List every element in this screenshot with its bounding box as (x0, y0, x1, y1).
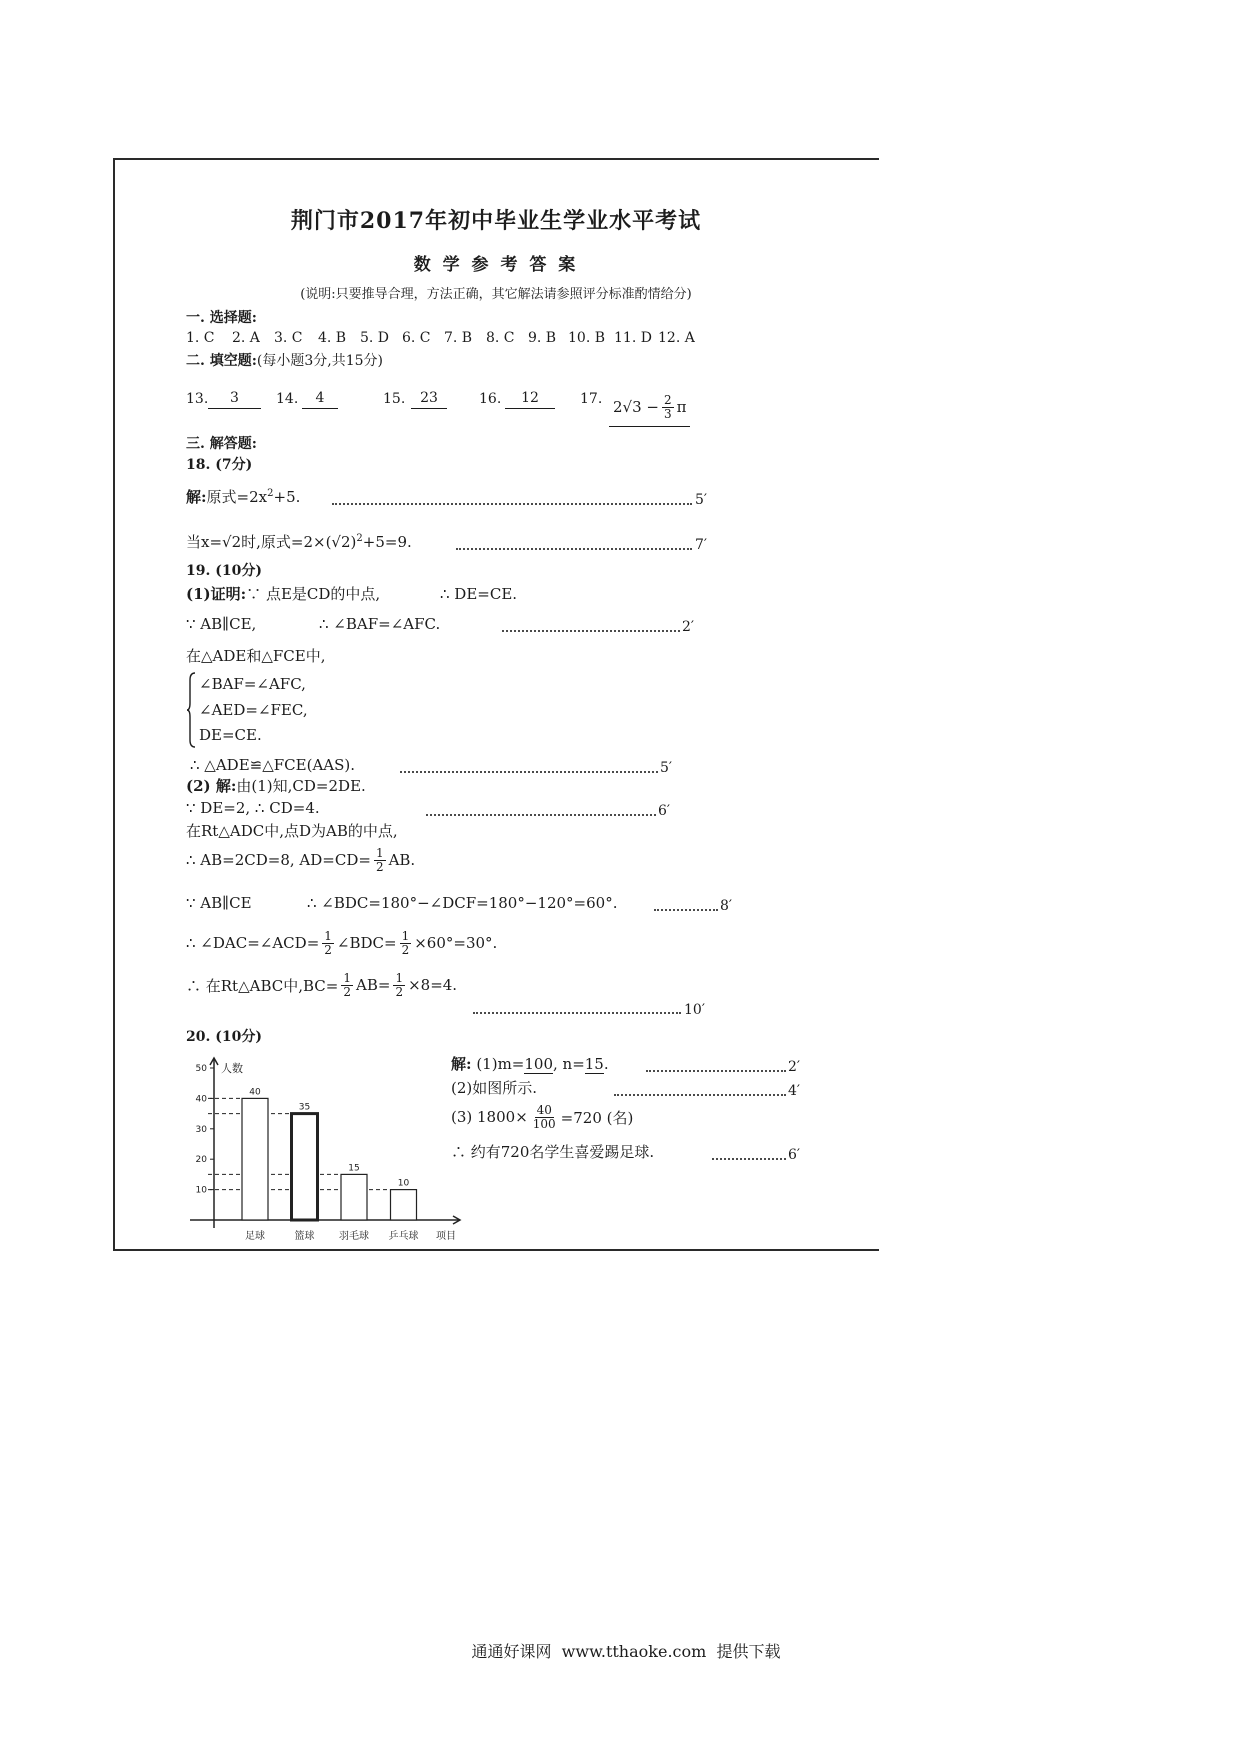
q18-step-2-tail: +5=9. (362, 533, 412, 551)
fraction-numerator: 2 (663, 392, 672, 407)
choice-answer: 5. D (360, 330, 390, 346)
fill-answer-blank: 23 (411, 388, 447, 409)
answer-n: 15 (584, 1055, 604, 1073)
q19-line-11 (186, 968, 457, 1002)
bar-chart (186, 1050, 476, 1250)
score-mark: 4′ (788, 1083, 801, 1099)
q19-line-11-mid: AB= (356, 976, 391, 994)
page-subtitle: 数 学 参 考 答 案 (413, 255, 579, 275)
proof-label: (1)证明: (186, 585, 247, 603)
fraction-denominator: 100 (532, 1116, 556, 1131)
score-mark: 5′ (695, 492, 708, 508)
q19-line-10 (186, 926, 497, 960)
score-leader-dots (400, 771, 658, 773)
fraction-denominator: 2 (375, 859, 384, 874)
y-tick-label: 50 (195, 1064, 207, 1074)
bar-value-label: 10 (397, 1178, 410, 1189)
section-heading-fill-note: (每小题3分,共15分) (256, 353, 384, 369)
congruence-condition: ∠BAF=∠AFC, (199, 675, 306, 693)
score-mark: 10′ (684, 1002, 705, 1018)
score-leader-dots (614, 1094, 786, 1096)
exponent: 2 (267, 488, 274, 499)
fraction-denominator: 2 (401, 942, 410, 957)
fill-item-number: 13. (186, 391, 209, 407)
bar-2 (292, 1114, 318, 1220)
fraction-numerator: 40 (536, 1102, 552, 1117)
page-title: 荆门市2017年初中毕业生学业水平考试 (290, 208, 702, 234)
score-leader-dots (712, 1158, 786, 1160)
q20-line-2: (2)如图所示. (451, 1079, 538, 1097)
solution-label: 解: (186, 488, 207, 506)
choice-answer: 11. D (614, 330, 652, 346)
congruence-condition: ∠AED=∠FEC, (199, 701, 308, 719)
fill-item-number: 17. (580, 391, 603, 407)
q19-line-8 (186, 843, 415, 877)
fraction-denominator: 2 (343, 984, 351, 999)
q19-line-10-lead: ∴ ∠DAC=∠ACD= (186, 934, 320, 952)
q20-line-1-text: , n= (553, 1055, 585, 1073)
fill-answer-blank: 4 (302, 388, 338, 409)
fraction (374, 847, 386, 874)
q20-line-3-tail: =720 (名) (560, 1108, 634, 1127)
score-leader-dots (646, 1070, 786, 1072)
score-leader-dots (473, 1012, 681, 1014)
choice-answer: 4. B (318, 330, 347, 346)
q20-line-1-text: (1)m= (471, 1055, 525, 1073)
fraction (531, 1104, 558, 1131)
q19-line-1-text: ∵ 点E是CD的中点, (246, 585, 381, 603)
q18-step-1-tail: +5. (273, 488, 301, 506)
q19-line-5 (186, 776, 366, 796)
choice-answer: 7. B (444, 330, 473, 346)
fill-answer-blank: 12 (505, 388, 555, 409)
score-leader-dots (502, 630, 680, 632)
score-leader-dots (456, 548, 692, 550)
choice-answer: 1. C (186, 330, 215, 346)
section-heading-solve: 三. 解答题: (186, 436, 257, 452)
q20-line-3-lead: (3) 1800× (451, 1108, 528, 1126)
q19-line-3: 在△ADE和△FCE中, (186, 647, 326, 665)
congruence-condition: DE=CE. (199, 726, 262, 744)
grading-note: (说明:只要推导合理，方法正确，其它解法请参照评分标准酌情给分) (300, 287, 692, 302)
section-heading-choice: 一. 选择题: (186, 310, 257, 326)
fill-answer-blank: 3 (208, 388, 261, 409)
fraction-numerator: 1 (395, 970, 404, 985)
q20-line-1-text: . (603, 1055, 609, 1073)
q19-line-10-mid: ∠BDC= (336, 934, 397, 952)
q20-line-1 (451, 1054, 609, 1074)
q19-line-1-conclusion: ∴ DE=CE. (440, 585, 518, 603)
q19-line-7: 在Rt△ADC中,点D为AB的中点, (186, 822, 398, 840)
fraction-denominator: 2 (324, 942, 332, 957)
choice-answer: 8. C (486, 330, 515, 346)
category-label: 羽毛球 (339, 1231, 369, 1242)
score-mark: 2′ (682, 619, 695, 635)
fill-item-number: 14. (276, 391, 299, 407)
score-mark: 8′ (720, 898, 733, 914)
q19-line-11-lead: ∴ 在Rt△ABC中,BC= (186, 976, 339, 995)
fraction-denominator: 2 (395, 984, 404, 999)
x-axis-label: 项目 (436, 1231, 456, 1242)
category-label: 足球 (245, 1231, 265, 1242)
fraction-numerator: 1 (375, 845, 384, 860)
score-leader-dots (654, 909, 718, 911)
q19-line-6: ∵ DE=2, ∴ CD=4. (186, 799, 320, 817)
q18-step-2 (186, 532, 412, 552)
fraction (662, 394, 674, 421)
score-leader-dots (426, 814, 656, 816)
q19-line-5-text: 由(1)知,CD=2DE. (236, 777, 366, 795)
fraction-denominator: 3 (663, 406, 672, 421)
fraction-numerator: 1 (324, 928, 332, 943)
y-axis-label: 人数 (221, 1062, 243, 1075)
fraction-numerator: 1 (343, 970, 351, 985)
solution-label: 解: (451, 1055, 472, 1073)
choice-answer: 12. A (658, 330, 695, 346)
q18-heading: 18. (7分) (186, 457, 253, 473)
q18-step-1-text: 原式=2x (206, 488, 268, 506)
fill-item-number: 16. (479, 391, 502, 407)
y-tick-label: 20 (195, 1155, 207, 1166)
solution-label: (2) 解: (186, 777, 237, 795)
download-source-footer: 通通好课网 www.tthaoke.com 提供下载 (471, 1642, 781, 1661)
fraction (341, 972, 353, 999)
q19-line-2: ∵ AB∥CE, (186, 615, 257, 633)
q19-line-10-tail: ×60°=30°. (414, 934, 498, 952)
q19-line-8-lead: ∴ AB=2CD=8, AD=CD= (186, 851, 371, 869)
exponent: 2 (356, 533, 363, 544)
section-heading-fill-title: 二. 填空题: (186, 353, 257, 369)
score-leader-dots (332, 503, 692, 505)
fill-item-number: 15. (383, 391, 406, 407)
fill-answer-17-expression (609, 388, 690, 427)
category-label: 篮球 (294, 1231, 315, 1242)
score-mark: 7′ (695, 537, 708, 553)
left-brace-icon (186, 672, 196, 748)
y-tick-label: 30 (195, 1124, 207, 1135)
bar-1 (242, 1098, 268, 1220)
choice-answer: 2. A (232, 330, 260, 346)
q20-line-3 (451, 1100, 633, 1134)
q20-line-4: ∴ 约有720名学生喜爱踢足球. (451, 1143, 655, 1161)
bar-3 (341, 1174, 367, 1220)
score-mark: 6′ (658, 803, 671, 819)
bar-value-label: 35 (298, 1102, 311, 1113)
choice-answer: 10. B (568, 330, 606, 346)
q19-line-11-tail: ×8=4. (408, 976, 458, 994)
choice-answer: 9. B (528, 330, 557, 346)
answer-m: 100 (524, 1055, 553, 1073)
bar-value-label: 40 (249, 1087, 261, 1098)
q18-step-1 (186, 487, 300, 507)
q19-line-4: ∴ △ADE≌△FCE(AAS). (190, 756, 356, 774)
fraction (322, 930, 334, 957)
expression-tail: π (676, 398, 687, 416)
score-mark: 5′ (660, 760, 673, 776)
choice-answer: 6. C (402, 330, 431, 346)
bar-4 (391, 1190, 417, 1220)
q19-line-1 (186, 584, 380, 604)
choice-answer: 3. C (274, 330, 303, 346)
q18-step-2-text: 当x=√2时,原式=2×(√2) (186, 533, 357, 551)
q20-heading: 20. (10分) (186, 1029, 262, 1045)
q19-line-9: ∵ AB∥CE (186, 894, 252, 912)
bar-value-label: 15 (348, 1163, 360, 1174)
fraction (400, 930, 412, 957)
q19-line-9-conclusion: ∴ ∠BDC=180°−∠DCF=180°−120°=60°. (307, 894, 618, 912)
choice-answer-row (0, 328, 1240, 348)
expression-lead: 2√3 − (613, 398, 659, 416)
q19-line-2-conclusion: ∴ ∠BAF=∠AFC. (319, 615, 441, 633)
score-mark: 6′ (788, 1147, 801, 1163)
section-heading-fill (186, 351, 383, 371)
q19-heading: 19. (10分) (186, 563, 262, 579)
fraction-numerator: 1 (401, 928, 410, 943)
y-tick-label: 40 (195, 1094, 207, 1105)
fraction (393, 972, 405, 999)
category-label: 乒乓球 (388, 1231, 419, 1242)
q19-line-8-tail: AB. (388, 851, 416, 869)
y-tick-label: 10 (195, 1185, 207, 1196)
score-mark: 2′ (788, 1059, 801, 1075)
